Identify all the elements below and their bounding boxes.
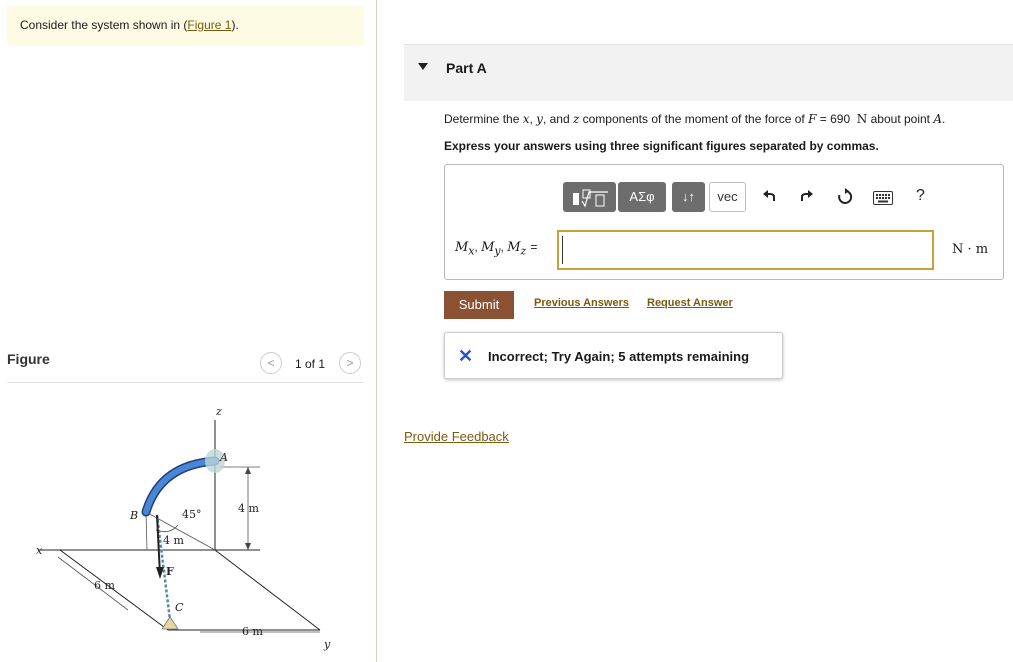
reset-icon[interactable] (836, 188, 854, 211)
question-end: . (942, 112, 946, 126)
Mz-symbol: M (507, 240, 521, 255)
answer-input[interactable] (557, 230, 934, 270)
point-C-label: C (175, 601, 184, 614)
var-A: A (933, 112, 943, 126)
dim-6m-y: 6 m (242, 625, 263, 638)
figure-diagram (20, 395, 365, 660)
angle-label: 45° (182, 508, 202, 521)
answer-label: $M_x$, $M_y$, $M_z$ = (455, 240, 538, 258)
templates-button[interactable] (563, 182, 616, 212)
redo-icon[interactable] (799, 188, 815, 209)
My-subscript: y (494, 244, 501, 258)
anchor-C (162, 617, 178, 629)
equals-sign: = (530, 240, 538, 254)
provide-feedback-link[interactable]: Provide Feedback (404, 429, 509, 444)
force-F-label: F (166, 565, 174, 578)
z-axis-label: z (216, 405, 222, 418)
pipe (146, 461, 215, 512)
figure-divider (7, 382, 363, 383)
Mz-subscript: z (520, 244, 527, 258)
pane-divider[interactable] (376, 0, 377, 662)
var-z: z (572, 112, 580, 126)
help-button[interactable]: ? (916, 187, 925, 204)
force-arrowhead (156, 567, 164, 579)
Mx-symbol: M (455, 240, 469, 255)
dim-line (58, 557, 128, 610)
y-axis-line (215, 550, 320, 630)
feedback-message: Incorrect; Try Again; 5 attempts remaining (488, 349, 750, 364)
unit-N: N (856, 112, 868, 126)
x-icon: ✕ (458, 346, 474, 366)
dim-6m-x: 6 m (94, 579, 115, 592)
var-y: y (536, 112, 543, 126)
part-header[interactable] (404, 44, 1013, 101)
answer-unit: N · m (952, 242, 989, 257)
question-mid: components of the moment of the force of (579, 112, 809, 126)
keyboard-icon[interactable] (873, 191, 893, 210)
previous-answers-link[interactable]: Previous Answers (534, 297, 629, 309)
vec-button[interactable]: vec (709, 182, 746, 212)
dim-4m-vertical: 4 m (238, 502, 259, 515)
dim-arrow (245, 543, 251, 550)
figure-prev-button[interactable] (260, 352, 282, 374)
instruction-text: Express your answers using three significant figures separated by commas. (444, 139, 879, 153)
chevron-left-icon: < (267, 356, 275, 370)
var-x: x (522, 112, 530, 126)
dim-arrow (245, 467, 251, 474)
y-axis-label: y (324, 638, 331, 651)
question-text (444, 112, 945, 126)
question-post: about point (867, 112, 934, 126)
My-symbol: M (481, 240, 495, 255)
text-cursor (562, 236, 563, 264)
question-sep: , and (542, 112, 573, 126)
greek-button[interactable]: ΑΣφ (618, 182, 666, 212)
part-title: Part A (446, 60, 487, 76)
figure-count: 1 of 1 (295, 357, 326, 371)
var-F: F (808, 112, 817, 126)
x-axis-label: x (36, 544, 43, 557)
problem-intro (20, 18, 239, 32)
figure-link[interactable]: Figure 1 (187, 18, 232, 32)
point-A-label: A (220, 451, 228, 464)
chevron-right-icon: > (346, 356, 354, 370)
intro-suffix: ). (231, 18, 239, 32)
template-radical-icon (570, 187, 610, 209)
point-B-label: B (130, 509, 139, 522)
force-value: = 690 (816, 112, 857, 126)
request-answer-link[interactable]: Request Answer (647, 297, 733, 309)
Mx-subscript: x (468, 244, 475, 258)
intro-prefix: Consider the system shown in ( (20, 18, 188, 32)
question-pre: Determine the (444, 112, 523, 126)
undo-icon[interactable] (761, 188, 777, 209)
caret-down-icon[interactable] (418, 63, 428, 70)
figure-next-button[interactable] (339, 352, 361, 374)
dim-4m-arm: 4 m (163, 534, 184, 547)
figure-label: Figure (7, 351, 50, 367)
submit-button[interactable]: Submit (444, 291, 514, 319)
question-sep: , (529, 112, 537, 126)
arm-line (146, 512, 147, 550)
arrows-button[interactable]: ↓↑ (672, 182, 705, 212)
